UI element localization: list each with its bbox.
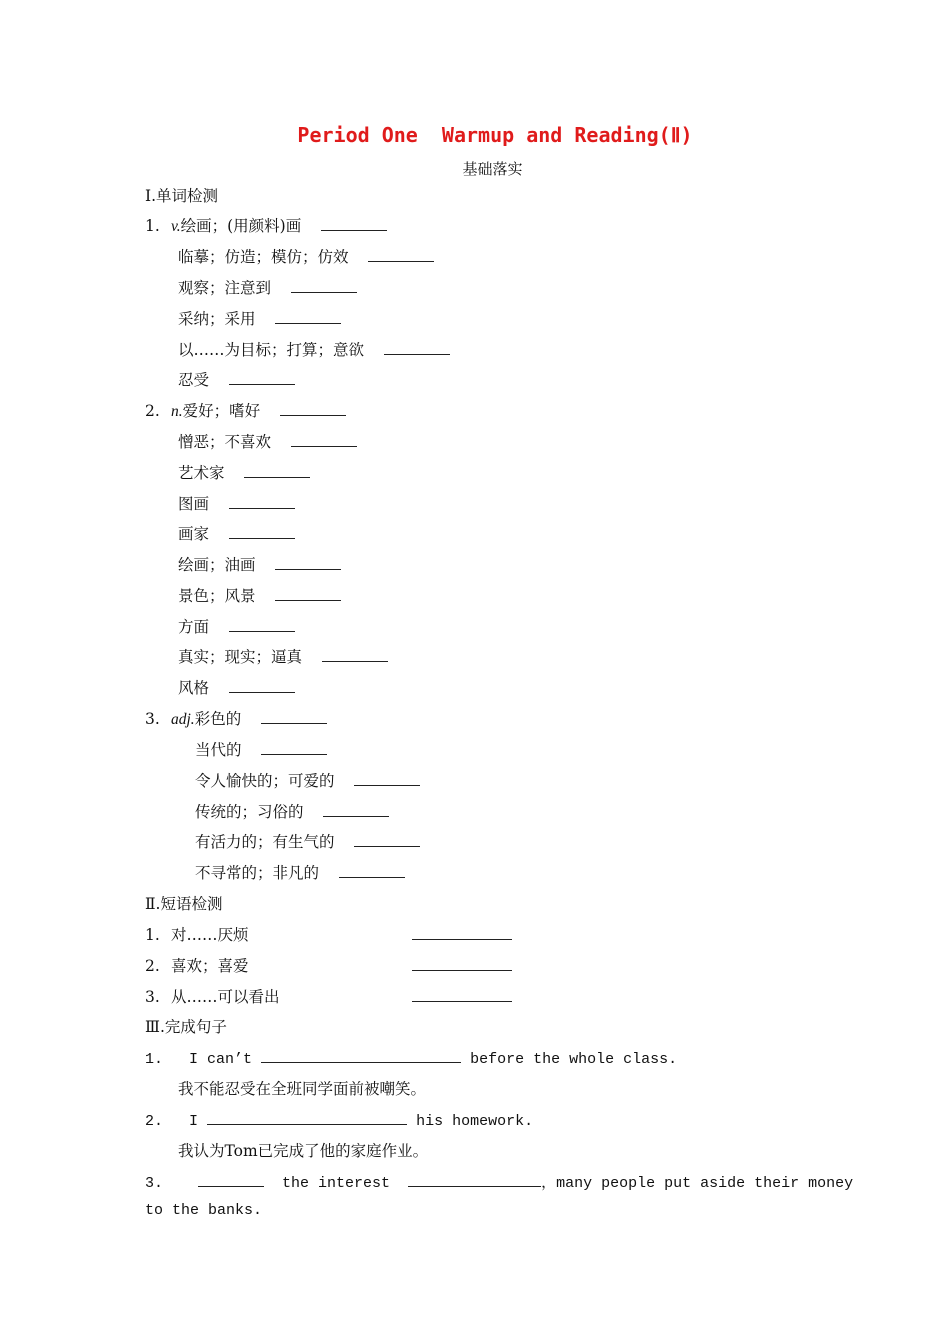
answer-blank[interactable] — [229, 524, 295, 539]
word-item: 令人愉快的；可爱的 — [195, 771, 420, 791]
word-item: 1. v.绘画；(用颜料)画 — [145, 216, 387, 237]
answer-blank[interactable] — [291, 278, 357, 293]
answer-blank[interactable] — [198, 1172, 264, 1187]
sentence-item: 3. the interest ，many people put aside their money — [145, 1172, 853, 1194]
answer-blank[interactable] — [280, 401, 346, 416]
word-item: 2. n.爱好；嗜好 — [145, 401, 346, 422]
page-title: Period One Warmup and Reading(Ⅱ) — [297, 123, 693, 147]
answer-blank[interactable] — [354, 771, 420, 786]
answer-blank[interactable] — [261, 1048, 461, 1063]
answer-blank[interactable] — [229, 494, 295, 509]
word-item: 观察；注意到 — [178, 278, 357, 298]
word-item: 传统的；习俗的 — [195, 802, 389, 822]
sentence-translation: 我不能忍受在全班同学面前被嘲笑。 — [178, 1080, 427, 1098]
answer-blank[interactable] — [275, 309, 341, 324]
word-item: 忍受 — [178, 370, 295, 390]
answer-blank[interactable] — [384, 340, 450, 355]
word-item: 不寻常的；非凡的 — [195, 863, 405, 883]
page-subtitle: 基础落实 — [462, 160, 523, 178]
word-item: 风格 — [178, 678, 295, 698]
word-item: 3. adj.彩色的 — [145, 709, 327, 730]
answer-blank[interactable] — [321, 216, 387, 231]
sentence-item: 1. I can’t before the whole class. — [145, 1048, 677, 1070]
answer-blank[interactable] — [275, 555, 341, 570]
answer-blank[interactable] — [244, 463, 310, 478]
section-heading-vocabulary: Ⅰ.单词检测 — [145, 187, 219, 205]
sentence-continuation: to the banks. — [145, 1202, 263, 1219]
word-item: 图画 — [178, 494, 295, 514]
answer-blank[interactable] — [368, 247, 434, 262]
word-item: 有活力的；有生气的 — [195, 832, 420, 852]
section-heading-phrases: Ⅱ.短语检测 — [145, 895, 223, 913]
word-item: 采纳；采用 — [178, 309, 341, 329]
answer-blank[interactable] — [229, 370, 295, 385]
answer-blank[interactable] — [412, 987, 512, 1002]
answer-blank[interactable] — [322, 647, 388, 662]
answer-blank[interactable] — [229, 678, 295, 693]
answer-blank[interactable] — [408, 1172, 541, 1187]
sentence-translation: 我认为Tom已完成了他的家庭作业。 — [178, 1142, 429, 1160]
word-item: 艺术家 — [178, 463, 310, 483]
answer-blank[interactable] — [412, 925, 512, 940]
phrase-item: 2. 喜欢；喜爱 — [145, 957, 249, 975]
phrase-item: 3. 从……可以看出 — [145, 988, 280, 1006]
phrase-item: 1. 对……厌烦 — [145, 926, 249, 944]
sentence-item: 2. I his homework. — [145, 1110, 533, 1132]
word-item: 景色；风景 — [178, 586, 341, 606]
answer-blank[interactable] — [339, 863, 405, 878]
word-item: 画家 — [178, 524, 295, 544]
answer-blank[interactable] — [412, 956, 512, 971]
word-item: 绘画；油画 — [178, 555, 341, 575]
answer-blank[interactable] — [291, 432, 357, 447]
answer-blank[interactable] — [261, 740, 327, 755]
answer-blank[interactable] — [275, 586, 341, 601]
answer-blank[interactable] — [323, 802, 389, 817]
word-item: 以……为目标；打算；意欲 — [178, 340, 450, 360]
section-heading-sentences: Ⅲ.完成句子 — [145, 1018, 227, 1036]
answer-blank[interactable] — [207, 1110, 407, 1125]
word-item: 临摹；仿造；模仿；仿效 — [178, 247, 434, 267]
answer-blank[interactable] — [261, 709, 327, 724]
word-item: 当代的 — [195, 740, 327, 760]
answer-blank[interactable] — [354, 832, 420, 847]
answer-blank[interactable] — [229, 617, 295, 632]
word-item: 憎恶；不喜欢 — [178, 432, 357, 452]
word-item: 方面 — [178, 617, 295, 637]
word-item: 真实；现实；逼真 — [178, 647, 388, 667]
